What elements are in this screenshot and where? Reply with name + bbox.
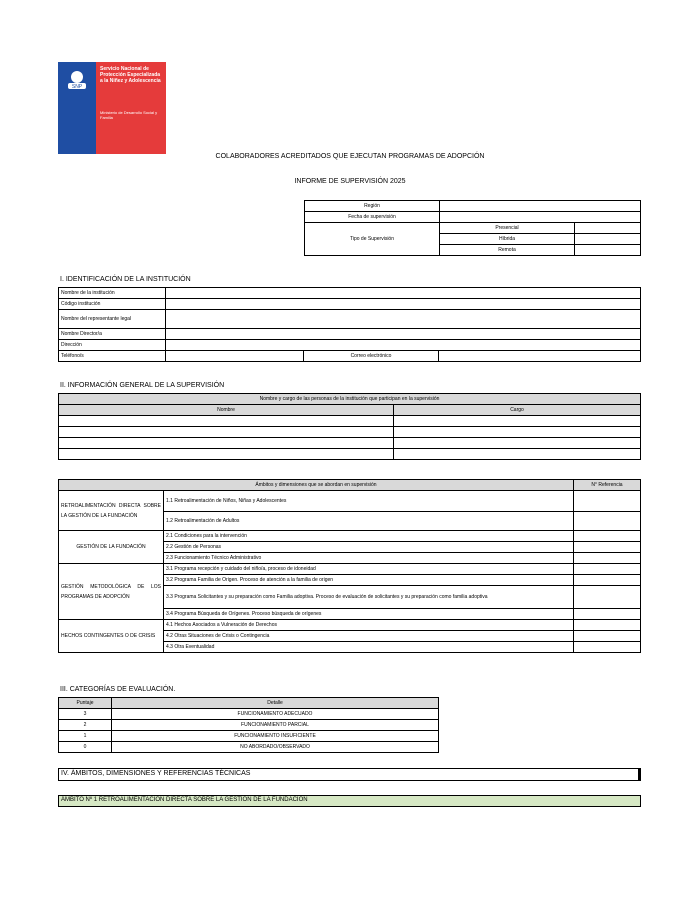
field-director[interactable] — [166, 329, 641, 340]
logo-blue-panel — [58, 62, 96, 154]
section1-title: I. IDENTIFICACIÓN DE LA INSTITUCIÓN — [60, 276, 191, 283]
participants-header: Nombre y cargo de las personas de la institución que participan en la supervisión — [59, 394, 641, 405]
detalle-value: NO ABORDADO/OBSERVADO — [112, 742, 439, 753]
institution-table — [58, 287, 641, 362]
puntaje-value: 1 — [59, 731, 112, 742]
institution-logo — [58, 62, 166, 154]
logo-ministry: Ministerio de Desarrollo Social y Familia — [100, 110, 158, 120]
item-3-3: 3.3 Programa Solicitantes y su preparación como Familia adoptiva. Proceso de evaluación de solicitantes y su preparación como familia adoptiva — [164, 586, 574, 609]
ref-cell[interactable] — [574, 631, 641, 642]
option-remota: Remota — [440, 245, 575, 256]
field-telefono[interactable] — [166, 351, 304, 362]
group-retroalimentacion: RETROALIMENTACIÓN DIRECTA SOBRE LA GESTIÓN DE LA FUNDACIÓN — [59, 491, 164, 531]
col-nombre: Nombre — [59, 405, 394, 416]
ref-cell[interactable] — [574, 512, 641, 531]
ref-cell[interactable] — [574, 531, 641, 542]
participant-name-cell[interactable] — [59, 438, 394, 449]
puntaje-value: 0 — [59, 742, 112, 753]
participant-cargo-cell[interactable] — [394, 449, 641, 460]
field-direccion[interactable] — [166, 340, 641, 351]
option-hibrida: Híbrida — [440, 234, 575, 245]
ref-cell[interactable] — [574, 620, 641, 631]
region-label: Región — [305, 201, 440, 212]
ref-cell[interactable] — [574, 586, 641, 609]
field-email[interactable] — [439, 351, 641, 362]
item-1-2: 1.2 Retroalimentación de Adultos — [164, 512, 574, 531]
ambitos-table — [58, 479, 641, 653]
fecha-field[interactable] — [440, 212, 641, 223]
item-4-2: 4.2 Otras Situaciones de Crisis o Contingencia — [164, 631, 574, 642]
detalle-value: FUNCIONAMIENTO INSUFICIENTE — [112, 731, 439, 742]
section3-title: III. CATEGORÍAS DE EVALUACIÓN. — [60, 686, 176, 693]
participant-cargo-cell[interactable] — [394, 427, 641, 438]
option-presencial: Presencial — [440, 223, 575, 234]
ref-cell[interactable] — [574, 575, 641, 586]
referencia-header: N° Referencia — [574, 480, 641, 491]
group-gestion: GESTIÓN DE LA FUNDACIÓN — [59, 531, 164, 564]
tipo-label: Tipo de Supervisión — [305, 223, 440, 256]
field-representante[interactable] — [166, 310, 641, 329]
participant-name-cell[interactable] — [59, 427, 394, 438]
row-codigo: Código institución — [59, 299, 166, 310]
item-1-1: 1.1 Retroalimentación de Niños, Niñas y Adolescentes — [164, 491, 574, 512]
ref-cell[interactable] — [574, 553, 641, 564]
ref-cell[interactable] — [574, 642, 641, 653]
ref-cell[interactable] — [574, 491, 641, 512]
group-contingentes: HECHOS CONTINGENTES O DE CRISIS — [59, 620, 164, 653]
document-subtitle: INFORME DE SUPERVISIÓN 2025 — [294, 178, 406, 185]
item-2-3: 2.3 Funcionamiento Técnico Administrativo — [164, 553, 574, 564]
detalle-value: FUNCIONAMIENTO PARCIAL — [112, 720, 439, 731]
participant-cargo-cell[interactable] — [394, 416, 641, 427]
ref-cell[interactable] — [574, 542, 641, 553]
ambitos-header: Ámbitos y dimensiones que se abordan en supervisión — [59, 480, 574, 491]
item-3-4: 3.4 Programa Búsqueda de Orígenes. Proceso búsqueda de orígenes — [164, 609, 574, 620]
logo-mark-text: SNP — [71, 84, 83, 90]
logo-red-panel — [96, 62, 166, 154]
document-title: COLABORADORES ACREDITADOS QUE EJECUTAN PROGRAMAS DE ADOPCIÓN — [215, 153, 485, 160]
email-label: Correo electrónico — [304, 351, 439, 362]
item-4-1: 4.1 Hechos Asociados a Vulneración de Derechos — [164, 620, 574, 631]
section4-title: IV. ÁMBITOS, DIMENSIONES Y REFERENCIAS TÉCNICAS — [58, 768, 641, 781]
row-direccion: Dirección — [59, 340, 166, 351]
supervision-table — [304, 200, 641, 256]
section2-title: II. INFORMACIÓN GENERAL DE LA SUPERVISIÓN — [60, 382, 225, 389]
field-nombre-institucion[interactable] — [166, 288, 641, 299]
col-detalle: Detalle — [112, 698, 439, 709]
puntaje-value: 2 — [59, 720, 112, 731]
puntaje-value: 3 — [59, 709, 112, 720]
presencial-check[interactable] — [575, 223, 641, 234]
row-director: Nombre Director/a — [59, 329, 166, 340]
logo-org-name: Servicio Nacional de Protección Especializada a la Niñez y Adolescencia — [100, 66, 161, 84]
item-2-1: 2.1 Condiciones para la intervención — [164, 531, 574, 542]
participant-cargo-cell[interactable] — [394, 438, 641, 449]
row-nombre-institucion: Nombre de la institución — [59, 288, 166, 299]
logo-mark-icon — [62, 68, 92, 92]
detalle-value: FUNCIONAMIENTO ADECUADO — [112, 709, 439, 720]
ref-cell[interactable] — [574, 609, 641, 620]
participant-name-cell[interactable] — [59, 416, 394, 427]
ambito1-bar: ÁMBITO Nº 1 RETROALIMENTACIÓN DIRECTA SOBRE LA GESTIÓN DE LA FUNDACIÓN — [58, 795, 641, 807]
row-representante: Nombre del representante legal — [59, 310, 166, 329]
item-4-3: 4.3 Otra Eventualidad — [164, 642, 574, 653]
field-codigo[interactable] — [166, 299, 641, 310]
row-telefono: Teléfono/s — [59, 351, 166, 362]
remota-check[interactable] — [575, 245, 641, 256]
group-metodologica: GESTIÓN METODOLÓGICA DE LOS PROGRAMAS DE ADOPCIÓN — [59, 564, 164, 620]
region-field[interactable] — [440, 201, 641, 212]
fecha-label: Fecha de supervisión — [305, 212, 440, 223]
item-3-2: 3.2 Programa Familia de Origen. Proceso de atención a la familia de origen — [164, 575, 574, 586]
item-3-1: 3.1 Programa recepción y cuidado del niño/a, proceso de idoneidad — [164, 564, 574, 575]
col-cargo: Cargo — [394, 405, 641, 416]
categories-table — [58, 697, 439, 753]
participant-name-cell[interactable] — [59, 449, 394, 460]
item-2-2: 2.2 Gestión de Personas — [164, 542, 574, 553]
participants-table — [58, 393, 641, 460]
ref-cell[interactable] — [574, 564, 641, 575]
hibrida-check[interactable] — [575, 234, 641, 245]
col-puntaje: Puntaje — [59, 698, 112, 709]
